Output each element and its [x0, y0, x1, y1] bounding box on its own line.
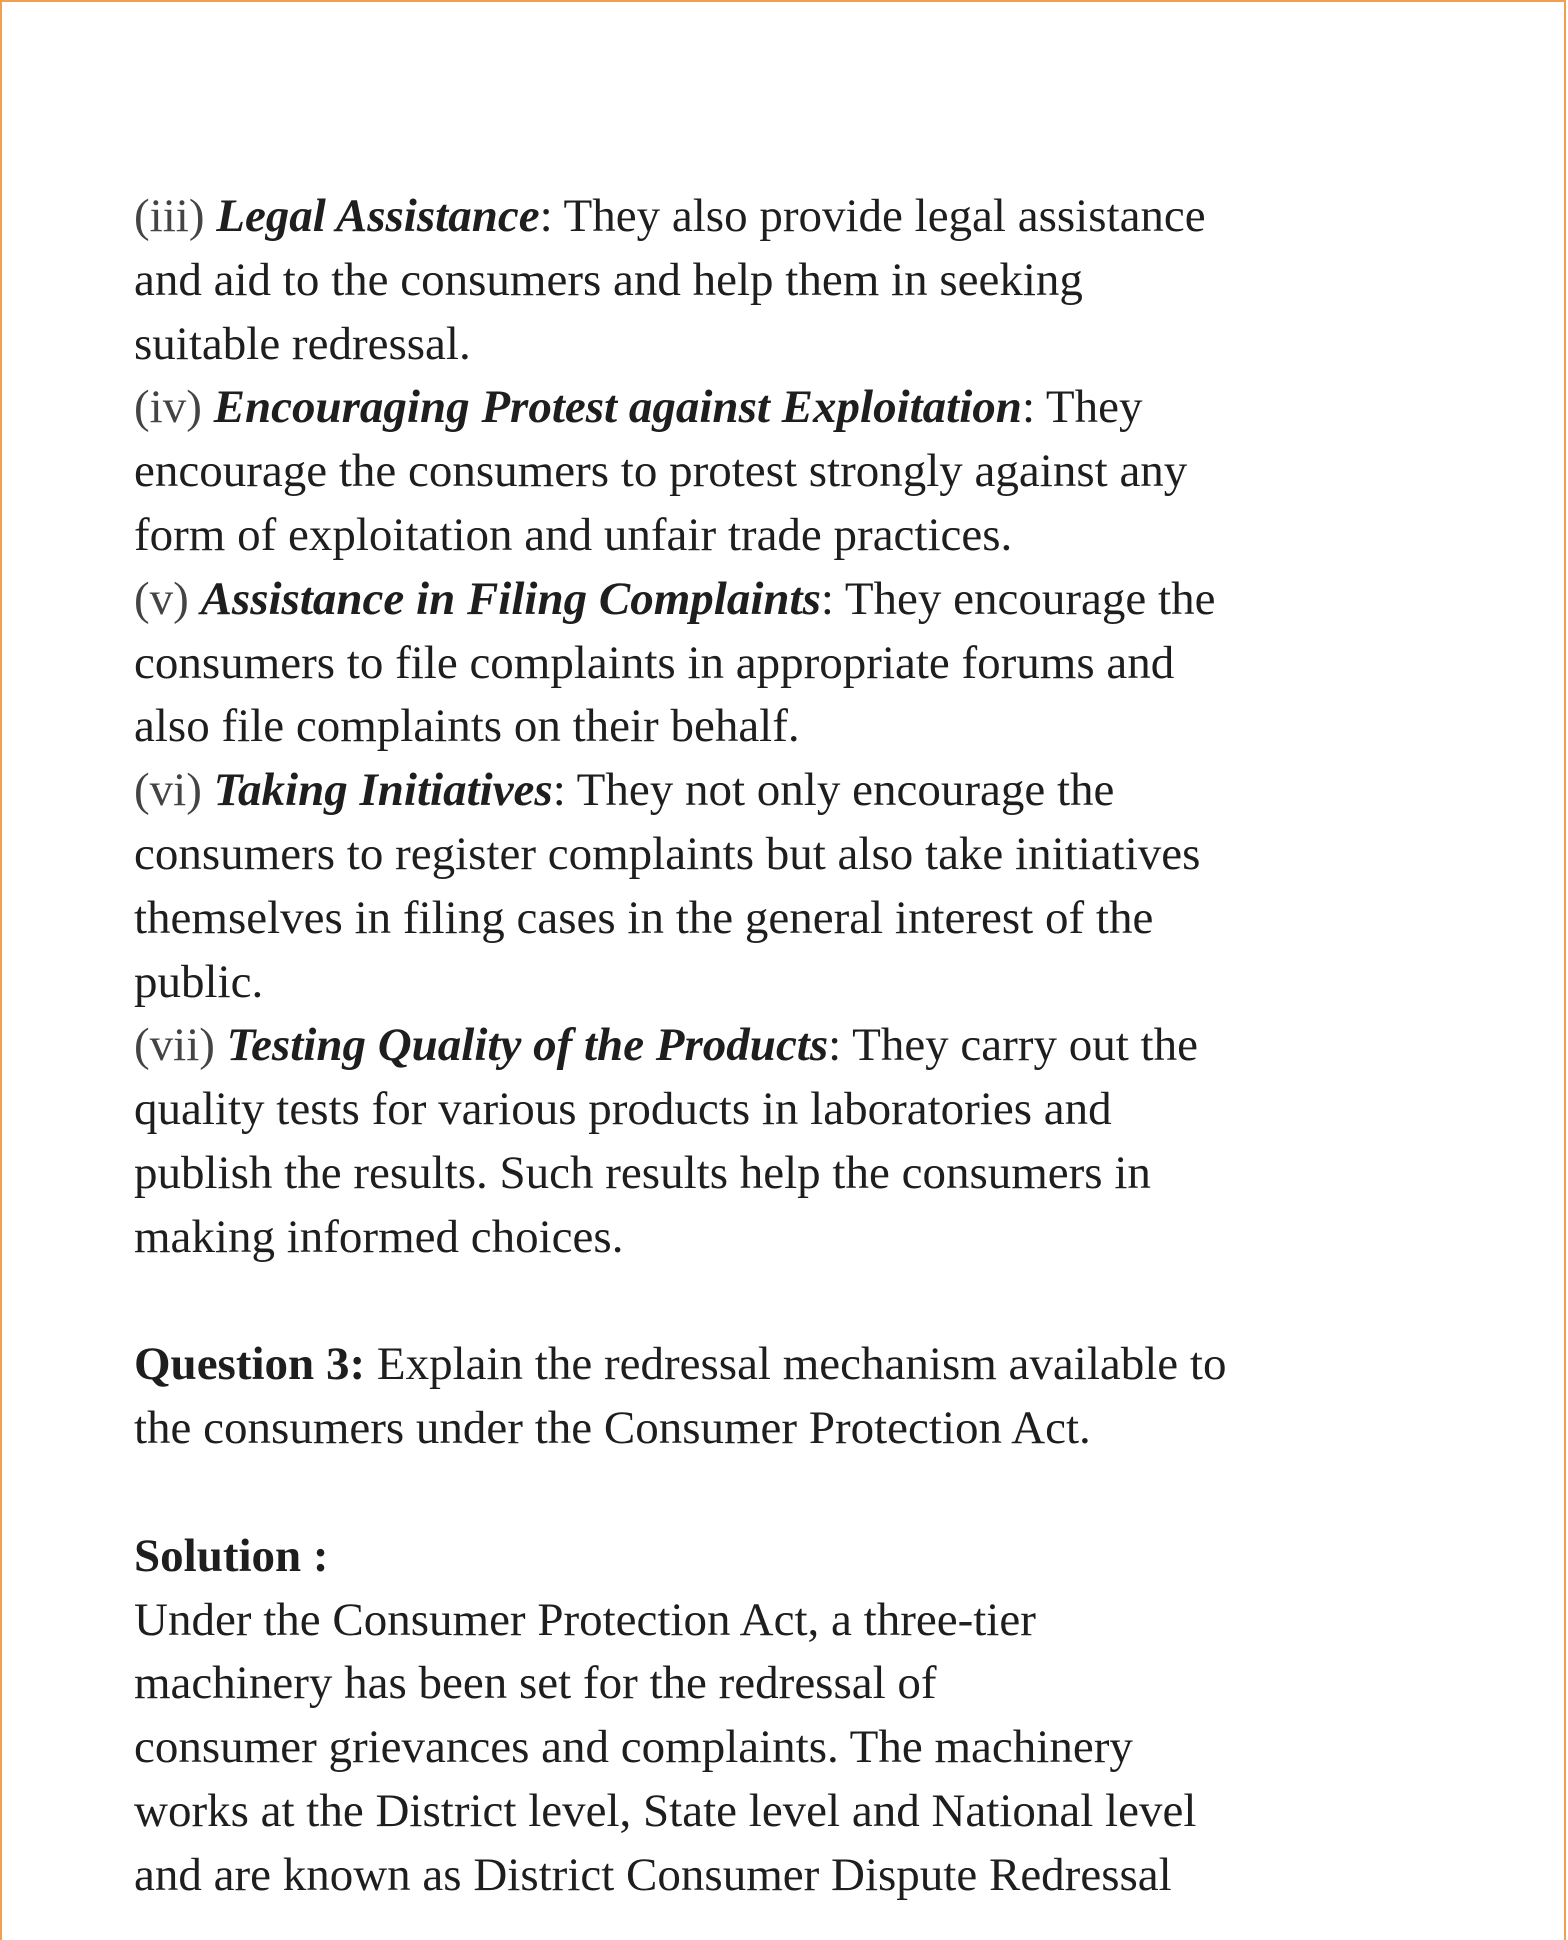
text-line — [134, 1716, 1226, 1780]
text-segment: consumers to register complaints but also take initiatives — [134, 827, 1201, 880]
text-line — [134, 823, 1226, 887]
text-segment: consumer grievances and complaints. The machinery — [134, 1721, 1133, 1774]
text-segment: works at the District level, State level and National level — [134, 1784, 1197, 1837]
text-segment: and are known as District Consumer Dispute Redressal — [134, 1848, 1172, 1901]
text-line — [134, 632, 1226, 696]
point-heading: Taking Initiatives — [213, 764, 553, 817]
text-line — [134, 249, 1226, 313]
text-line — [134, 1078, 1226, 1142]
text-line — [134, 1397, 1226, 1461]
text-segment: publish the results. Such results help the consumers in — [134, 1146, 1151, 1199]
text-segment: consumers to file complaints in appropriate forums and — [134, 636, 1175, 689]
text-line — [134, 1142, 1226, 1206]
text-segment: Under the Consumer Protection Act, a three-tier — [134, 1593, 1036, 1646]
point-heading: Encouraging Protest against Exploitation — [213, 381, 1022, 434]
point-number: (vii) — [134, 1019, 227, 1072]
text-segment: : They also provide legal assistance — [539, 190, 1206, 242]
text-line — [134, 1525, 1226, 1589]
text-segment: the consumers under the Consumer Protection Act. — [134, 1402, 1091, 1455]
text-line — [134, 313, 1226, 377]
text-line — [134, 376, 1226, 440]
point-number: (iv) — [134, 381, 214, 434]
text-line — [134, 1780, 1226, 1844]
text-segment: : They — [1021, 381, 1143, 434]
text-segment: and aid to the consumers and help them in seeking — [134, 253, 1083, 306]
text-segment: making informed choices. — [134, 1210, 624, 1263]
text-segment: quality tests for various products in laboratories and — [134, 1083, 1112, 1136]
text-line — [134, 504, 1226, 568]
bold-label: Solution : — [134, 1529, 329, 1582]
text-segment: machinery has been set for the redressal of — [134, 1657, 937, 1710]
text-line — [134, 1461, 1226, 1525]
text-line — [134, 951, 1226, 1015]
text-line — [134, 887, 1226, 951]
point-number: (vi) — [134, 764, 214, 817]
text-segment: public. — [134, 955, 264, 1008]
text-segment: encourage the consumers to protest strongly against any — [134, 445, 1188, 498]
text-segment: : They carry out the — [828, 1019, 1198, 1072]
text-segment: : They not only encourage the — [552, 764, 1115, 817]
text-segment: suitable redressal. — [134, 317, 471, 370]
text-line — [134, 440, 1226, 504]
text-segment: also file complaints on their behalf. — [134, 700, 800, 753]
text-line — [134, 1206, 1226, 1270]
text-segment: Explain the redressal mechanism available to — [365, 1338, 1227, 1391]
point-heading: Assistance in Filing Complaints — [200, 572, 821, 625]
point-number: (v) — [134, 572, 201, 625]
text-segment: form of exploitation and unfair trade practices. — [134, 508, 1013, 561]
text-line — [134, 1589, 1226, 1653]
text-line — [134, 1014, 1226, 1078]
text-segment: : They encourage the — [820, 572, 1216, 625]
text-segment: themselves in filing cases in the general interest of the — [134, 891, 1154, 944]
point-number: (iii) — [134, 190, 217, 242]
text-line — [134, 185, 1226, 249]
text-line — [134, 1652, 1226, 1716]
point-heading: Testing Quality of the Products — [226, 1019, 829, 1072]
text-line — [134, 759, 1226, 823]
document-text — [134, 185, 1226, 1908]
bold-label: Question 3: — [134, 1338, 366, 1391]
text-line — [134, 1333, 1226, 1397]
point-heading: Legal Assistance — [216, 190, 540, 242]
text-line — [134, 568, 1226, 632]
text-line — [134, 1844, 1226, 1908]
text-line — [134, 1270, 1226, 1334]
text-line — [134, 695, 1226, 759]
